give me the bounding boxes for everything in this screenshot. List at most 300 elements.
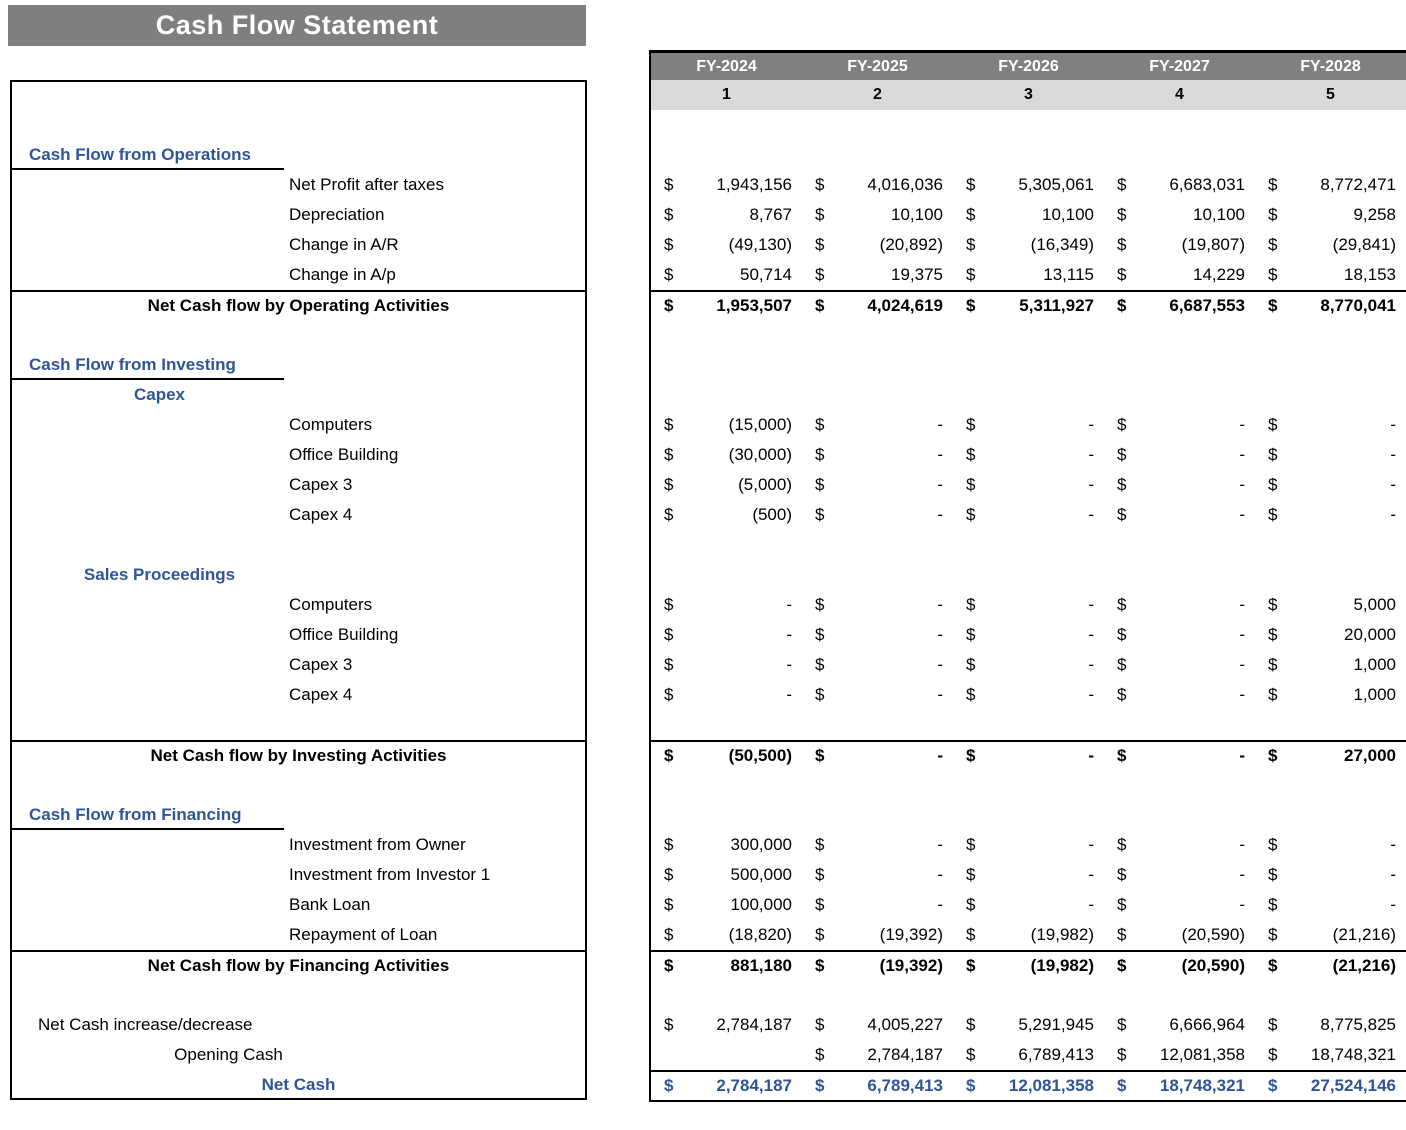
cell-r26-c3 xyxy=(953,890,1104,920)
row-label-office-building xyxy=(12,620,585,650)
values-row-office-building xyxy=(651,440,1406,470)
row-label-office-building xyxy=(12,440,585,470)
label-text: Capex 3 xyxy=(289,475,353,494)
cell-r32-c4 xyxy=(1104,1072,1255,1100)
currency-symbol: $ xyxy=(664,296,674,315)
cell-value: 12,081,358 xyxy=(1008,1076,1094,1095)
values-row-net-cash-flow-by-operating-activities xyxy=(651,290,1406,320)
row-label-computers xyxy=(12,590,585,620)
cell-r3-c1 xyxy=(651,200,802,230)
cell-value: (16,349) xyxy=(1030,235,1094,254)
currency-symbol: $ xyxy=(966,746,976,765)
cell-value: (50,500) xyxy=(728,746,792,765)
currency-symbol: $ xyxy=(664,895,674,914)
values-spacer-row xyxy=(651,110,1406,140)
cell-r6-c4 xyxy=(1104,292,1255,320)
cell-r25-c4 xyxy=(1104,860,1255,890)
label-text: Net Cash flow by Operating Activities xyxy=(147,296,450,315)
currency-symbol: $ xyxy=(1117,895,1127,914)
cell-value: 9,258 xyxy=(1353,205,1396,224)
currency-symbol: $ xyxy=(664,265,674,284)
currency-symbol: $ xyxy=(1117,685,1127,704)
row-label-bank-loan xyxy=(12,890,585,920)
currency-symbol: $ xyxy=(664,205,674,224)
row-label-capex-3 xyxy=(12,650,585,680)
cell-value: - xyxy=(937,595,943,614)
cell-value: - xyxy=(1239,475,1245,494)
currency-symbol: $ xyxy=(1117,625,1127,644)
currency-symbol: $ xyxy=(664,625,674,644)
cell-r5-c2 xyxy=(802,260,953,290)
label-text: Investment from Owner xyxy=(289,835,466,854)
cell-r19-c4 xyxy=(1104,680,1255,710)
cell-r18-c3 xyxy=(953,650,1104,680)
cell-value: 1,000 xyxy=(1353,685,1396,704)
currency-symbol: $ xyxy=(815,895,825,914)
currency-symbol: $ xyxy=(664,925,674,944)
cell-r19-c1 xyxy=(651,680,802,710)
cell-value: - xyxy=(1239,655,1245,674)
cell-r19-c2 xyxy=(802,680,953,710)
cell-value: - xyxy=(1239,895,1245,914)
cell-r21-c4 xyxy=(1104,742,1255,770)
cell-r5-c1 xyxy=(651,260,802,290)
currency-symbol: $ xyxy=(815,296,825,315)
cell-value: (19,392) xyxy=(879,925,943,944)
cell-value: - xyxy=(786,595,792,614)
values-row-capex-3 xyxy=(651,470,1406,500)
cell-value: 500,000 xyxy=(730,865,792,884)
cell-r16-c3 xyxy=(953,590,1104,620)
row-label-net-profit-after-taxes xyxy=(12,170,585,200)
cell-r6-c2 xyxy=(802,292,953,320)
year-header-fy-2028: FY-2028 xyxy=(1300,57,1361,75)
currency-symbol: $ xyxy=(1117,296,1127,315)
cell-value: (15,000) xyxy=(728,415,792,434)
values-row-capex-3 xyxy=(651,650,1406,680)
currency-symbol: $ xyxy=(664,595,674,614)
currency-symbol: $ xyxy=(664,1076,674,1095)
spacer-row xyxy=(12,980,585,1010)
currency-symbol: $ xyxy=(664,175,674,194)
cell-value: (19,392) xyxy=(879,956,943,975)
cell-r32-c1 xyxy=(651,1072,802,1100)
cell-r27-c2 xyxy=(802,920,953,950)
cell-r16-c4 xyxy=(1104,590,1255,620)
currency-symbol: $ xyxy=(815,956,825,975)
currency-symbol: $ xyxy=(815,505,825,524)
cell-r31-c3 xyxy=(953,1040,1104,1070)
values-spacer-row xyxy=(651,770,1406,800)
cell-value: - xyxy=(1088,415,1094,434)
cell-r10-c4 xyxy=(1104,410,1255,440)
row-label-net-cash-increase-decrease xyxy=(12,1010,585,1040)
cell-value: 10,100 xyxy=(891,205,943,224)
values-spacer-row xyxy=(651,320,1406,350)
year-header-fy-2024: FY-2024 xyxy=(696,57,757,75)
cell-value: 4,005,227 xyxy=(867,1015,943,1034)
values-spacer-row xyxy=(651,530,1406,560)
cell-r18-c4 xyxy=(1104,650,1255,680)
cell-value: - xyxy=(1239,835,1245,854)
cell-r3-c3 xyxy=(953,200,1104,230)
cell-r27-c5 xyxy=(1255,920,1406,950)
cell-value: 1,943,156 xyxy=(716,175,792,194)
cell-value: 50,714 xyxy=(740,265,792,284)
cell-r26-c5 xyxy=(1255,890,1406,920)
cell-value: 1,953,507 xyxy=(716,296,792,315)
currency-symbol: $ xyxy=(1268,655,1278,674)
cell-value: - xyxy=(937,865,943,884)
cell-r12-c2 xyxy=(802,470,953,500)
cell-value: (21,216) xyxy=(1332,956,1396,975)
row-label-repayment-of-loan xyxy=(12,920,585,950)
label-text: Capex 4 xyxy=(289,505,353,524)
values-row-investment-from-owner xyxy=(651,830,1406,860)
currency-symbol: $ xyxy=(966,1015,976,1034)
cell-r30-c4 xyxy=(1104,1010,1255,1040)
cell-value: - xyxy=(1390,475,1396,494)
cell-value: 27,000 xyxy=(1344,746,1396,765)
label-text: Computers xyxy=(289,595,373,614)
row-label-sales-proceedings xyxy=(12,560,307,590)
year-header-row xyxy=(651,53,1406,80)
column-number-2: 2 xyxy=(873,86,882,103)
cell-r6-c3 xyxy=(953,292,1104,320)
currency-symbol: $ xyxy=(815,175,825,194)
cell-r18-c1 xyxy=(651,650,802,680)
currency-symbol: $ xyxy=(966,956,976,975)
cell-value: - xyxy=(786,655,792,674)
currency-symbol: $ xyxy=(1268,685,1278,704)
cell-value: 5,000 xyxy=(1353,595,1396,614)
values-row-net-cash-increase-decrease xyxy=(651,1010,1406,1040)
cell-value: 8,775,825 xyxy=(1320,1015,1396,1034)
currency-symbol: $ xyxy=(664,415,674,434)
currency-symbol: $ xyxy=(1268,445,1278,464)
values-row-cash-flow-from-investing xyxy=(651,350,1406,380)
cell-value: - xyxy=(1239,415,1245,434)
currency-symbol: $ xyxy=(1117,1045,1127,1064)
cell-value: 10,100 xyxy=(1042,205,1094,224)
year-header-fy-2025: FY-2025 xyxy=(847,57,908,75)
cell-value: 2,784,187 xyxy=(867,1045,943,1064)
cell-value: (30,000) xyxy=(728,445,792,464)
cell-value: - xyxy=(1239,505,1245,524)
cell-value: 8,772,471 xyxy=(1320,175,1396,194)
values-table xyxy=(649,50,1406,1102)
cell-value: - xyxy=(937,655,943,674)
currency-symbol: $ xyxy=(1268,925,1278,944)
currency-symbol: $ xyxy=(966,1076,976,1095)
currency-symbol: $ xyxy=(966,865,976,884)
cell-r16-c5 xyxy=(1255,590,1406,620)
currency-symbol: $ xyxy=(815,1045,825,1064)
currency-symbol: $ xyxy=(1117,956,1127,975)
cell-r31-c2 xyxy=(802,1040,953,1070)
currency-symbol: $ xyxy=(815,415,825,434)
row-label-cash-flow-from-financing xyxy=(12,800,585,830)
cell-value: - xyxy=(1088,595,1094,614)
currency-symbol: $ xyxy=(815,235,825,254)
label-text: Opening Cash xyxy=(174,1045,283,1064)
values-row-repayment-of-loan xyxy=(651,920,1406,950)
values-row-computers xyxy=(651,590,1406,620)
row-label-cash-flow-from-investing xyxy=(12,350,585,380)
values-row-capex-4 xyxy=(651,680,1406,710)
values-row-depreciation xyxy=(651,200,1406,230)
cell-r4-c3 xyxy=(953,230,1104,260)
values-row-bank-loan xyxy=(651,890,1406,920)
row-label-cash-flow-from-operations xyxy=(12,140,585,170)
cell-value: - xyxy=(1088,865,1094,884)
currency-symbol: $ xyxy=(1268,1045,1278,1064)
currency-symbol: $ xyxy=(664,956,674,975)
currency-symbol: $ xyxy=(1117,595,1127,614)
currency-symbol: $ xyxy=(815,625,825,644)
currency-symbol: $ xyxy=(1117,655,1127,674)
currency-symbol: $ xyxy=(1117,835,1127,854)
cell-r25-c1 xyxy=(651,860,802,890)
cell-r12-c5 xyxy=(1255,470,1406,500)
values-row-net-cash-flow-by-investing-activities xyxy=(651,740,1406,770)
currency-symbol: $ xyxy=(1117,865,1127,884)
cell-r30-c1 xyxy=(651,1010,802,1040)
cell-r10-c2 xyxy=(802,410,953,440)
label-text: Net Cash flow by Investing Activities xyxy=(150,746,447,765)
currency-symbol: $ xyxy=(815,925,825,944)
cell-r26-c1 xyxy=(651,890,802,920)
cell-value: 19,375 xyxy=(891,265,943,284)
currency-symbol: $ xyxy=(966,895,976,914)
currency-symbol: $ xyxy=(1117,445,1127,464)
cell-r21-c5 xyxy=(1255,742,1406,770)
currency-symbol: $ xyxy=(1268,265,1278,284)
cell-r13-c3 xyxy=(953,500,1104,530)
cell-r17-c2 xyxy=(802,620,953,650)
currency-symbol: $ xyxy=(966,175,976,194)
currency-symbol: $ xyxy=(664,835,674,854)
spacer-row xyxy=(12,110,585,140)
values-row-office-building xyxy=(651,620,1406,650)
cell-r32-c3 xyxy=(953,1072,1104,1100)
cell-value: 18,748,321 xyxy=(1310,1045,1396,1064)
currency-symbol: $ xyxy=(1268,746,1278,765)
cell-r31-c5 xyxy=(1255,1040,1406,1070)
cell-value: - xyxy=(937,746,943,765)
cell-r25-c2 xyxy=(802,860,953,890)
cell-r18-c5 xyxy=(1255,650,1406,680)
cell-value: (20,892) xyxy=(879,235,943,254)
cell-r24-c2 xyxy=(802,830,953,860)
cell-value: - xyxy=(1239,746,1245,765)
cell-value: - xyxy=(1088,746,1094,765)
cell-r2-c1 xyxy=(651,170,802,200)
cell-value: - xyxy=(937,685,943,704)
currency-symbol: $ xyxy=(1268,595,1278,614)
row-label-net-cash xyxy=(12,1070,585,1100)
cell-value: - xyxy=(1088,835,1094,854)
currency-symbol: $ xyxy=(966,835,976,854)
cell-value: - xyxy=(1088,625,1094,644)
cell-r11-c4 xyxy=(1104,440,1255,470)
cell-r19-c5 xyxy=(1255,680,1406,710)
currency-symbol: $ xyxy=(966,1045,976,1064)
row-label-computers xyxy=(12,410,585,440)
cell-value: - xyxy=(786,625,792,644)
cell-value: (19,982) xyxy=(1030,956,1094,975)
row-label-opening-cash xyxy=(12,1040,445,1070)
cell-r32-c2 xyxy=(802,1072,953,1100)
cell-r4-c4 xyxy=(1104,230,1255,260)
cell-value: - xyxy=(1088,445,1094,464)
cell-value: (21,216) xyxy=(1332,925,1396,944)
label-text: Capex 4 xyxy=(289,685,353,704)
cell-value: - xyxy=(937,895,943,914)
row-label-net-cash-flow-by-financing-activities xyxy=(12,950,585,980)
spacer-row xyxy=(12,770,585,800)
values-spacer-row xyxy=(651,980,1406,1010)
values-row-cash-flow-from-operations xyxy=(651,140,1406,170)
cell-value: 18,748,321 xyxy=(1159,1076,1245,1095)
cell-value: 8,770,041 xyxy=(1320,296,1396,315)
values-row-capex xyxy=(651,380,1406,410)
values-row-capex-4 xyxy=(651,500,1406,530)
currency-symbol: $ xyxy=(815,265,825,284)
currency-symbol: $ xyxy=(1117,415,1127,434)
currency-symbol: $ xyxy=(966,505,976,524)
values-row-computers xyxy=(651,410,1406,440)
cell-r26-c4 xyxy=(1104,890,1255,920)
values-row-change-in-a-p xyxy=(651,260,1406,290)
label-text: Depreciation xyxy=(289,205,385,224)
cell-r6-c5 xyxy=(1255,292,1406,320)
spacer-row xyxy=(12,530,585,560)
cell-r6-c1 xyxy=(651,292,802,320)
cell-r2-c2 xyxy=(802,170,953,200)
cell-r26-c2 xyxy=(802,890,953,920)
cell-value: 6,666,964 xyxy=(1169,1015,1245,1034)
currency-symbol: $ xyxy=(1268,956,1278,975)
cell-value: - xyxy=(937,835,943,854)
label-text: Change in A/R xyxy=(289,235,399,254)
cell-r5-c5 xyxy=(1255,260,1406,290)
values-row-opening-cash xyxy=(651,1040,1406,1070)
cell-r11-c2 xyxy=(802,440,953,470)
row-label-investment-from-owner xyxy=(12,830,585,860)
label-text: Change in A/p xyxy=(289,265,396,284)
cell-r10-c5 xyxy=(1255,410,1406,440)
column-number-3: 3 xyxy=(1024,86,1033,103)
currency-symbol: $ xyxy=(1117,746,1127,765)
currency-symbol: $ xyxy=(815,746,825,765)
values-row-net-cash xyxy=(651,1070,1406,1100)
currency-symbol: $ xyxy=(664,865,674,884)
cell-value: - xyxy=(1239,445,1245,464)
label-text: Office Building xyxy=(289,445,399,464)
cell-value: - xyxy=(1088,895,1094,914)
spacer-row xyxy=(12,710,585,740)
column-number-4: 4 xyxy=(1175,86,1184,103)
cell-value: - xyxy=(1088,655,1094,674)
label-text: Cash Flow from Financing xyxy=(29,805,242,824)
cell-r19-c3 xyxy=(953,680,1104,710)
cell-value: - xyxy=(1390,415,1396,434)
cell-r27-c4 xyxy=(1104,920,1255,950)
label-text: Capex xyxy=(133,385,186,404)
cell-r11-c3 xyxy=(953,440,1104,470)
values-row-change-in-a-r xyxy=(651,230,1406,260)
cell-r31-c1 xyxy=(651,1040,802,1070)
row-label-depreciation xyxy=(12,200,585,230)
currency-symbol: $ xyxy=(664,445,674,464)
cell-value: - xyxy=(1390,865,1396,884)
values-row-sales-proceedings xyxy=(651,560,1406,590)
cell-r11-c5 xyxy=(1255,440,1406,470)
currency-symbol: $ xyxy=(1117,235,1127,254)
cell-value: (19,982) xyxy=(1030,925,1094,944)
currency-symbol: $ xyxy=(1117,1076,1127,1095)
cell-r4-c5 xyxy=(1255,230,1406,260)
currency-symbol: $ xyxy=(664,655,674,674)
cell-r17-c3 xyxy=(953,620,1104,650)
cell-value: - xyxy=(1088,505,1094,524)
values-row-net-cash-flow-by-financing-activities xyxy=(651,950,1406,980)
cell-r28-c4 xyxy=(1104,952,1255,980)
cell-r16-c1 xyxy=(651,590,802,620)
cell-value: (20,590) xyxy=(1181,925,1245,944)
cell-r17-c4 xyxy=(1104,620,1255,650)
cell-r2-c3 xyxy=(953,170,1104,200)
cell-value: 881,180 xyxy=(730,956,792,975)
cell-r24-c1 xyxy=(651,830,802,860)
cell-r3-c5 xyxy=(1255,200,1406,230)
currency-symbol: $ xyxy=(815,835,825,854)
year-header-fy-2027: FY-2027 xyxy=(1149,57,1210,75)
cell-r3-c2 xyxy=(802,200,953,230)
column-number-1: 1 xyxy=(722,86,731,103)
currency-symbol: $ xyxy=(1268,895,1278,914)
currency-symbol: $ xyxy=(966,205,976,224)
cell-value: (18,820) xyxy=(728,925,792,944)
currency-symbol: $ xyxy=(1117,925,1127,944)
label-text: Net Profit after taxes xyxy=(289,175,444,194)
cell-r24-c5 xyxy=(1255,830,1406,860)
currency-symbol: $ xyxy=(966,925,976,944)
label-text: Capex 3 xyxy=(289,655,353,674)
cell-value: - xyxy=(1088,685,1094,704)
label-text: Net Cash increase/decrease xyxy=(38,1015,253,1034)
cell-r27-c1 xyxy=(651,920,802,950)
cell-value: 4,016,036 xyxy=(867,175,943,194)
values-row-cash-flow-from-financing xyxy=(651,800,1406,830)
cell-value: - xyxy=(937,505,943,524)
currency-symbol: $ xyxy=(815,445,825,464)
cell-r10-c3 xyxy=(953,410,1104,440)
cell-r13-c2 xyxy=(802,500,953,530)
cell-value: 27,524,146 xyxy=(1310,1076,1396,1095)
values-row-net-profit-after-taxes xyxy=(651,170,1406,200)
currency-symbol: $ xyxy=(966,296,976,315)
row-label-net-cash-flow-by-operating-activities xyxy=(12,290,585,320)
cell-value: 5,311,927 xyxy=(1019,296,1094,315)
cell-r13-c1 xyxy=(651,500,802,530)
cell-r2-c4 xyxy=(1104,170,1255,200)
column-number-5: 5 xyxy=(1326,86,1335,103)
cell-value: 5,291,945 xyxy=(1018,1015,1094,1034)
column-number-row xyxy=(651,80,1406,110)
label-text: Net Cash flow by Financing Activities xyxy=(147,956,450,975)
